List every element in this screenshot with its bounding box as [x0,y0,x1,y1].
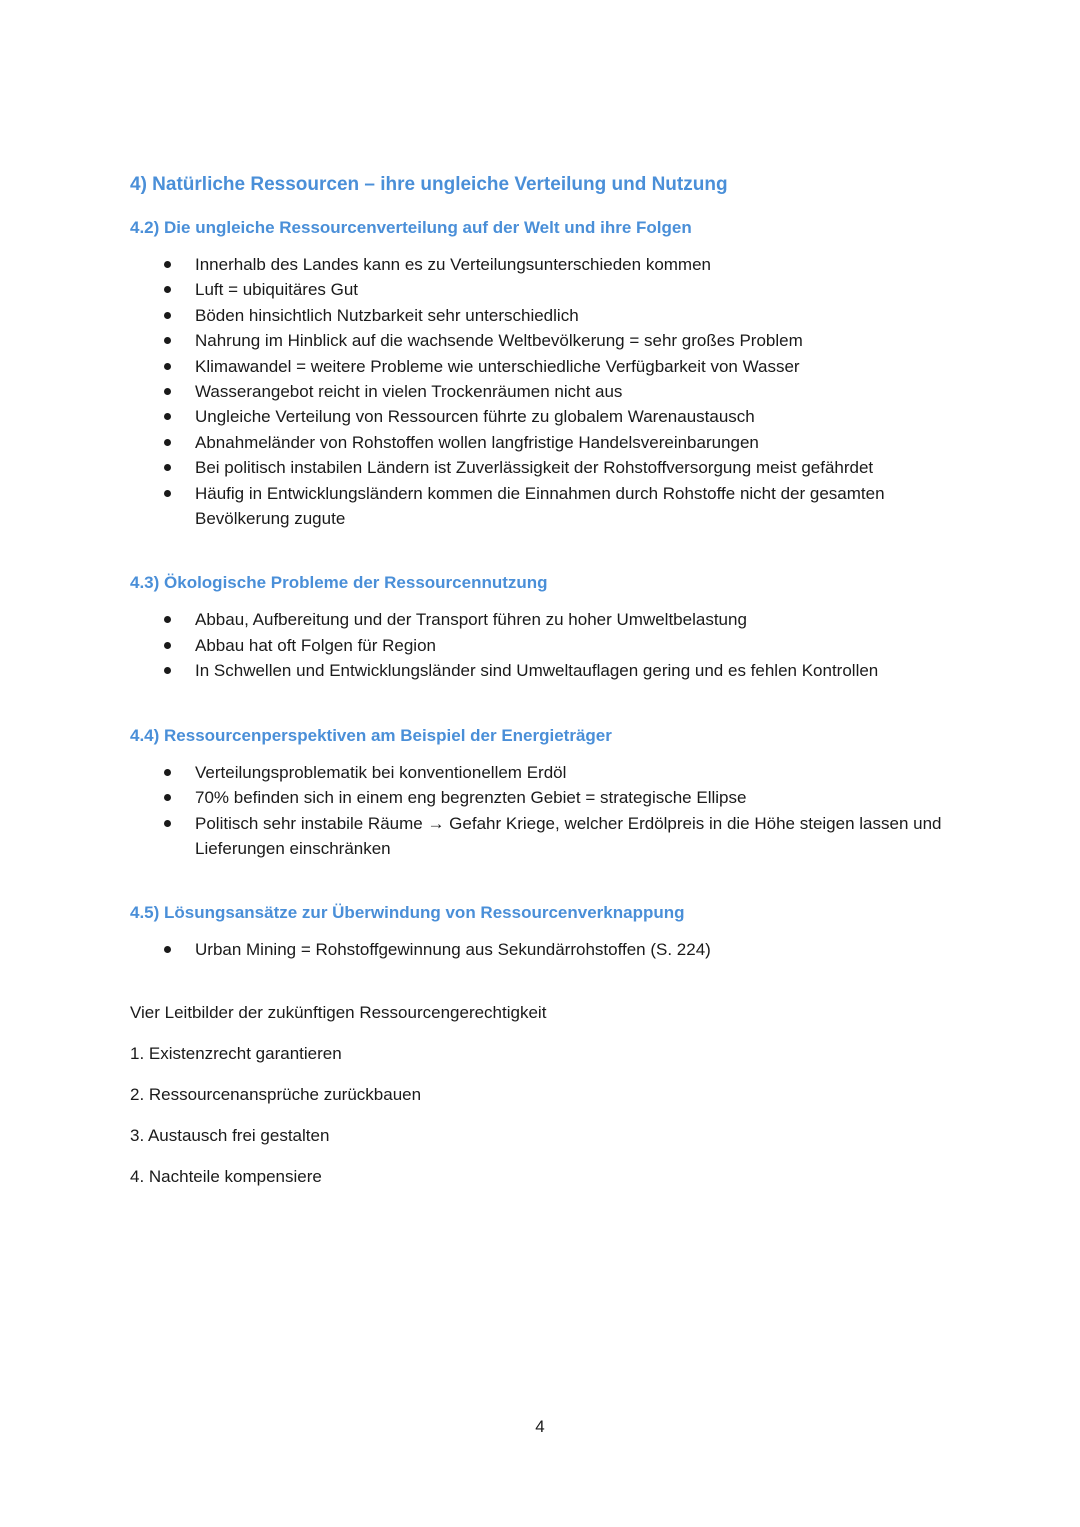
leitbild-item: 3. Austausch frei gestalten [130,1125,330,1145]
section-heading-4-5: 4.5) Lösungsansätze zur Überwindung von Ressourcenverknappung [130,903,685,923]
list-item: Klimawandel = weitere Probleme wie unterschiedliche Verfügbarkeit von Wasser [130,354,960,379]
document-page [130,172,960,1206]
list-item: Böden hinsichtlich Nutzbarkeit sehr unterschiedlich [130,303,960,328]
leitbild-item: 1. Existenzrecht garantieren [130,1043,342,1063]
section-heading-4-3: 4.3) Ökologische Probleme der Ressourcennutzung [130,573,548,593]
section-heading-4-4: 4.4) Ressourcenperspektiven am Beispiel der Energieträger [130,725,612,745]
list-item: Abbau hat oft Folgen für Region [130,633,960,658]
list-item: Wasserangebot reicht in vielen Trockenräumen nicht aus [130,379,960,404]
list-item: Politisch sehr instabile Räume → Gefahr Kriege, welcher Erdölpreis in die Höhe steigen lassen und Lieferungen einschränken [130,811,960,862]
list-item: Bei politisch instabilen Ländern ist Zuverlässigkeit der Rohstoffversorgung meist gefährdet [130,455,960,480]
list-item: Abnahmeländer von Rohstoffen wollen langfristige Handelsvereinbarungen [130,430,960,455]
leitbilder-intro: Vier Leitbilder der zukünftigen Ressourcengerechtigkeit [130,1002,547,1022]
list-item: Urban Mining = Rohstoffgewinnung aus Sekundärrohstoffen (S. 224) [130,937,960,962]
list-item: Ungleiche Verteilung von Ressourcen führte zu globalem Warenaustausch [130,404,960,429]
leitbild-item: 4. Nachteile kompensiere [130,1166,322,1186]
list-item: Nahrung im Hinblick auf die wachsende Weltbevölkerung = sehr großes Problem [130,328,960,353]
page-number: 4 [535,1417,545,1436]
bullet-list-4-4 [130,760,960,862]
section-heading-4-2: 4.2) Die ungleiche Ressourcenverteilung auf der Welt und ihre Folgen [130,218,692,237]
list-item: Häufig in Entwicklungsländern kommen die Einnahmen durch Rohstoffe nicht der gesamten Bevölkerung zugute [130,481,960,532]
list-item: Verteilungsproblematik bei konventionellem Erdöl [130,760,960,785]
bullet-list-4-3 [130,607,960,683]
leitbild-item: 2. Ressourcenansprüche zurückbauen [130,1084,422,1104]
bullet-list-4-2 [130,252,960,531]
bullet-list-4-5 [130,937,960,962]
list-item: Innerhalb des Landes kann es zu Verteilungsunterschieden kommen [130,252,960,277]
list-item: 70% befinden sich in einem eng begrenzten Gebiet = strategische Ellipse [130,785,960,810]
list-item: Abbau, Aufbereitung und der Transport führen zu hoher Umweltbelastung [130,607,960,632]
document-title: 4) Natürliche Ressourcen – ihre ungleiche Verteilung und Nutzung [130,174,728,195]
list-item: Luft = ubiquitäres Gut [130,277,960,302]
list-item: In Schwellen und Entwicklungsländer sind Umweltauflagen gering und es fehlen Kontrollen [130,658,960,683]
